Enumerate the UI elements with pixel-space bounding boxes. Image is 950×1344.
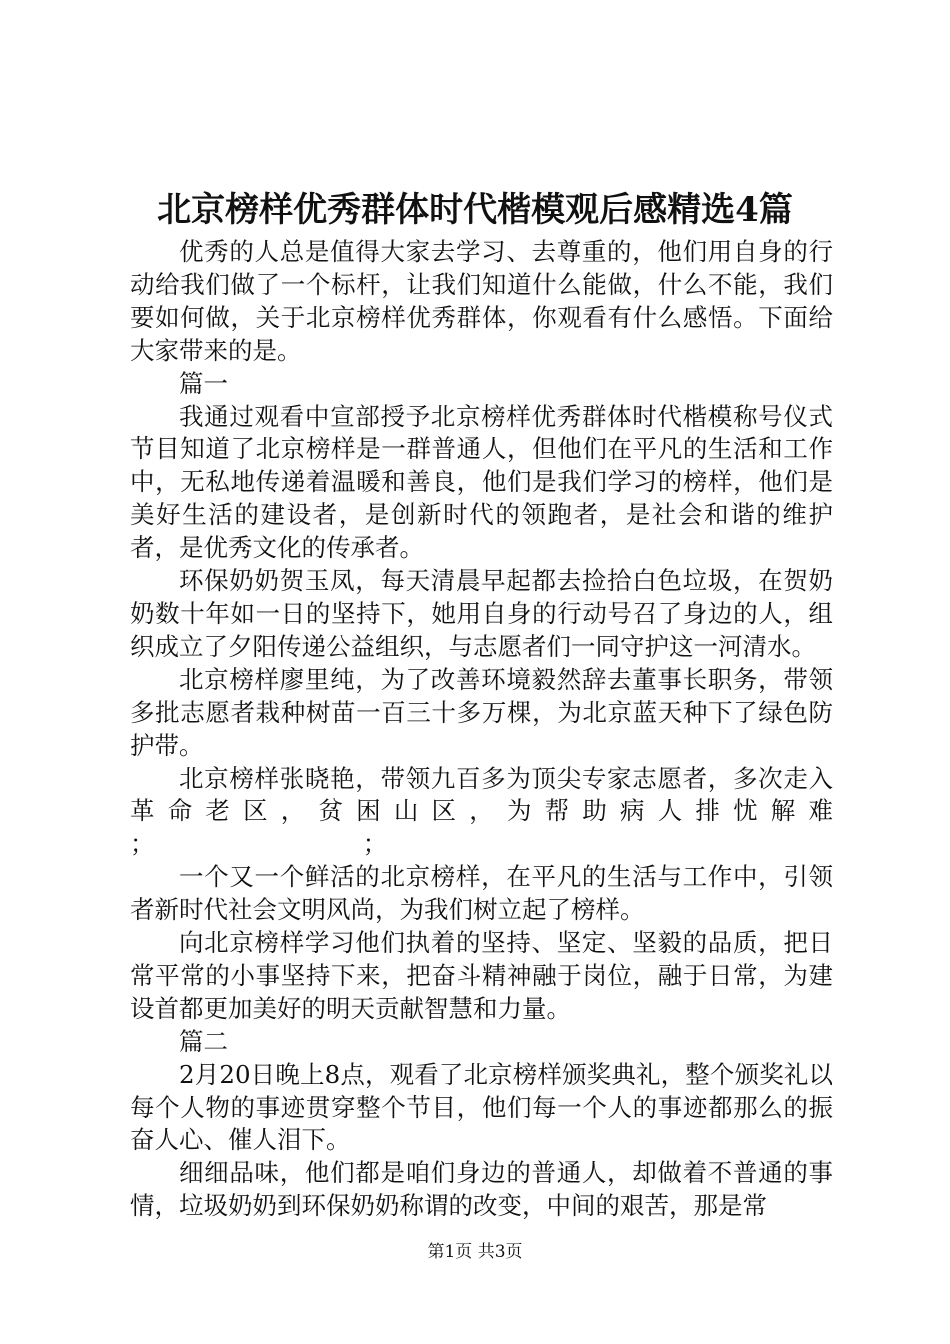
paragraph: 北京榜样张晓艳，带领九百多为顶尖专家志愿者，多次走入革命老区，贫困山区，为帮助病人排忧解难: [130, 763, 833, 826]
section-heading-2: 篇二: [179, 1026, 228, 1056]
section-heading-1: 篇一: [179, 368, 228, 398]
paragraph: 我通过观看中宣部授予北京榜样优秀群体时代楷模称号仪式节目知道了北京榜样是一群普通人，但他们在平凡的生活和工作中，无私地传递着温暖和善良，他们是我们学习的榜样，他们是美好生活的建设者，是创新时代的领跑者，是社会和谐的维护者，是优秀文化的传承者。: [130, 401, 833, 563]
page-footer: 第1页 共3页: [427, 1242, 523, 1262]
paragraph-fragment: ； ；: [130, 829, 388, 859]
document-body: [130, 236, 833, 1223]
paragraph-intro: 优秀的人总是值得大家去学习、去尊重的，他们用自身的行动给我们做了一个标杆，让我们知道什么能做，什么不能，我们要如何做，关于北京榜样优秀群体，你观看有什么感悟。下面给大家带来的是。: [130, 237, 833, 365]
document-title: 北京榜样优秀群体时代楷模观后感精选4篇: [157, 190, 793, 230]
paragraph: 细细品味，他们都是咱们身边的普通人，却做着不普通的事情，垃圾奶奶到环保奶奶称谓的改变，中间的艰苦，那是常: [130, 1158, 833, 1221]
paragraph: 一个又一个鲜活的北京榜样，在平凡的生活与工作中，引领者新时代社会文明风尚，为我们树立起了榜样。: [130, 862, 833, 925]
paragraph: 2月20日晚上8点，观看了北京榜样颁奖典礼，整个颁奖礼以每个人物的事迹贯穿整个节目，他们每一个人的事迹都那么的振奋人心、催人泪下。: [130, 1059, 833, 1155]
paragraph: 北京榜样廖里纯，为了改善环境毅然辞去董事长职务，带领多批志愿者栽种树苗一百三十多万棵，为北京蓝天种下了绿色防护带。: [130, 664, 833, 760]
paragraph: 环保奶奶贺玉凤，每天清晨早起都去捡拾白色垃圾，在贺奶奶数十年如一日的坚持下，她用自身的行动号召了身边的人，组织成立了夕阳传递公益组织，与志愿者们一同守护这一河清水。: [130, 566, 833, 661]
paragraph: 向北京榜样学习他们执着的坚持、坚定、坚毅的品质，把日常平常的小事坚持下来，把奋斗精神融于岗位，融于日常，为建设首都更加美好的明天贡献智慧和力量。: [130, 928, 833, 1023]
